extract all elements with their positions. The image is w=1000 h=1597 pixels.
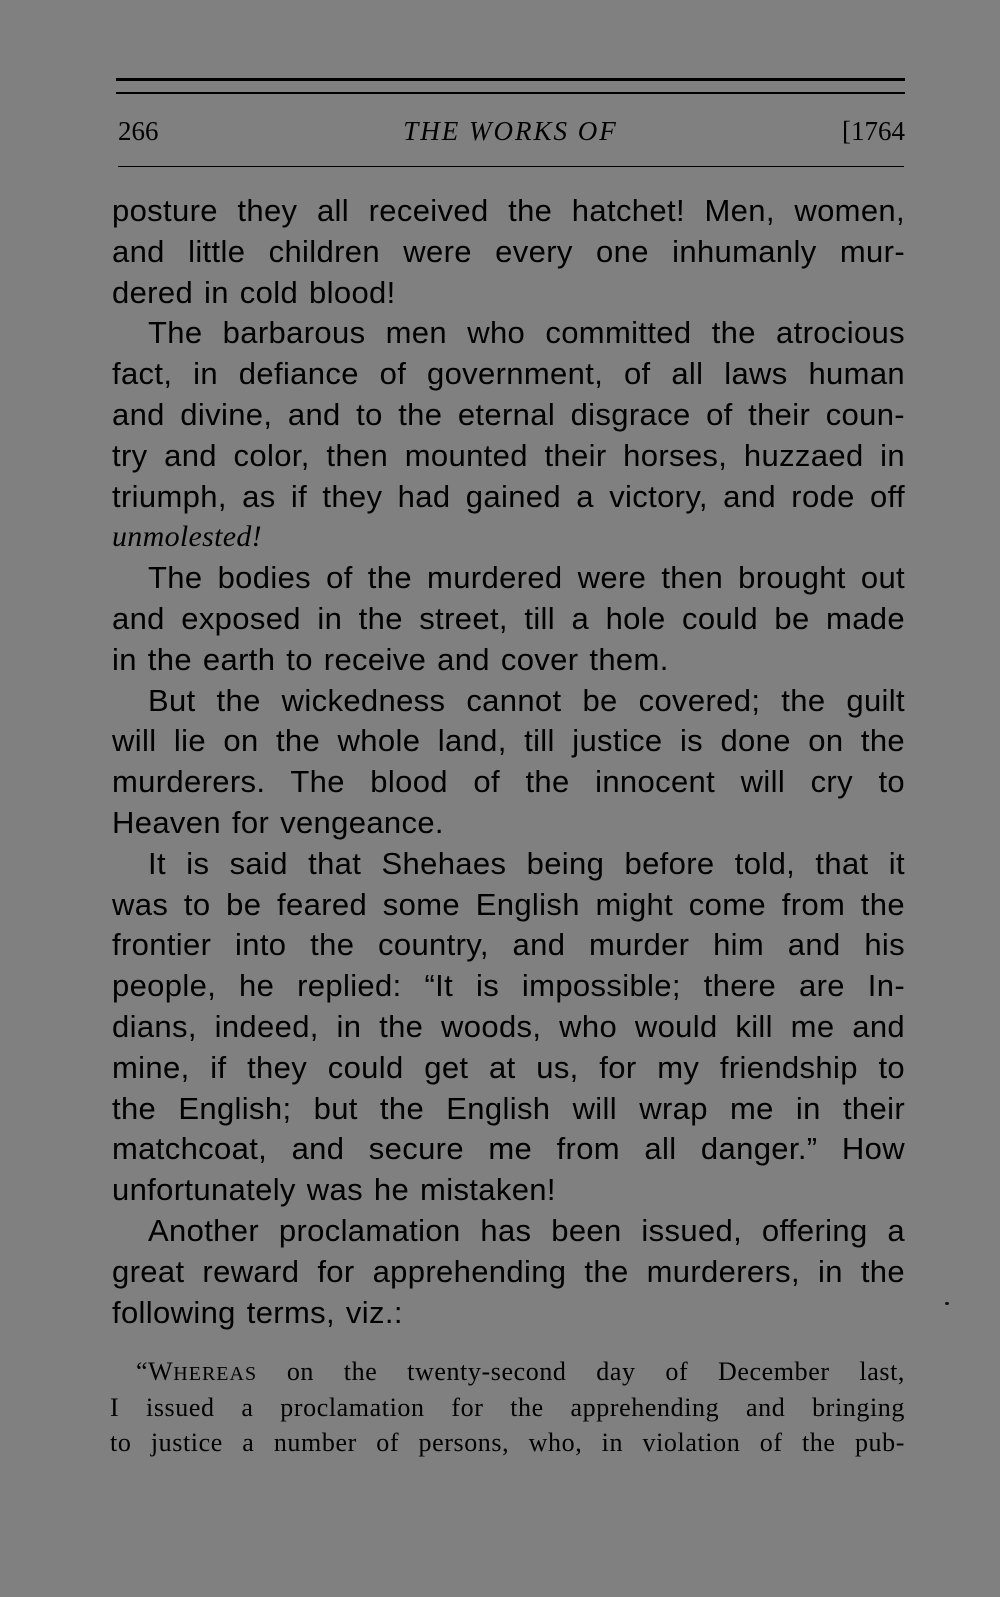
running-head [116,112,905,152]
header-rule-second [116,92,905,94]
year-marker: [1764 [842,116,905,146]
text-line: was to be feared some English might come from the [112,886,905,922]
quote-line: I issued a proclamation for the apprehending and bringing [110,1392,905,1422]
text-line: Heaven for vengeance. [112,804,444,840]
text-line: murderers. The blood of the innocent will cry to [112,764,905,800]
page-number: 266 [118,116,159,146]
quote-lead-cap: W [148,1357,174,1386]
text-line: the English; but the English will wrap me in their [112,1090,905,1126]
text-line: try and color, then mounted their horses, huzzaed in [112,437,905,473]
text-line: posture they all received the hatchet! Men, women, [112,193,905,228]
quote-first-line-rest: on the twenty-second day of December last, [257,1357,905,1386]
text-line: dians, indeed, in the woods, who would kill me and [112,1008,905,1044]
proclamation-quote [110,1354,905,1461]
body-text [112,191,905,1333]
text-line: dered in cold blood! [112,274,396,310]
text-line: great reward for apprehending the murderers, in the [112,1253,905,1289]
text-line: in the earth to receive and cover them. [112,641,669,677]
text-line: Another proclamation has been issued, offering a [148,1212,905,1248]
text-line: unfortunately was he mistaken! [112,1172,556,1208]
running-title: THE WORKS OF [403,116,618,146]
text-line: But the wickedness cannot be covered; the guilt [148,682,905,718]
text-line: and little children were every one inhumanly mur- [112,233,905,269]
italic-line: unmolested! [112,520,262,554]
text-line: and exposed in the street, till a hole could be made [112,600,905,636]
header-rule-top [116,78,905,81]
quote-line: to justice a number of persons, who, in violation of the pub- [110,1428,905,1457]
text-line: triumph, as if they had gained a victory, and rode off [112,478,905,514]
text-line: The barbarous men who committed the atrocious [148,315,905,351]
header-rule-bottom [118,166,904,167]
quote-open-mark: “ [136,1357,149,1386]
text-line: frontier into the country, and murder him and his [112,927,905,963]
text-line: and divine, and to the eternal disgrace of their coun- [112,396,905,432]
text-line: mine, if they could get at us, for my friendship to [112,1049,905,1085]
quote-lead-smallcaps: HEREAS [173,1363,258,1385]
text-line: It is said that Shehaes being before told, that it [148,845,905,881]
text-line: fact, in defiance of government, of all laws human [112,356,905,392]
text-line: matchcoat, and secure me from all danger.” How [112,1131,905,1167]
text-line: following terms, viz.: [112,1294,403,1330]
text-line: people, he replied: “It is impossible; there are In- [112,968,905,1004]
scan-speck [945,1302,949,1305]
text-line: will lie on the whole land, till justice is done on the [112,723,905,759]
text-line: The bodies of the murdered were then brought out [148,560,905,596]
quote-line [110,1354,905,1390]
